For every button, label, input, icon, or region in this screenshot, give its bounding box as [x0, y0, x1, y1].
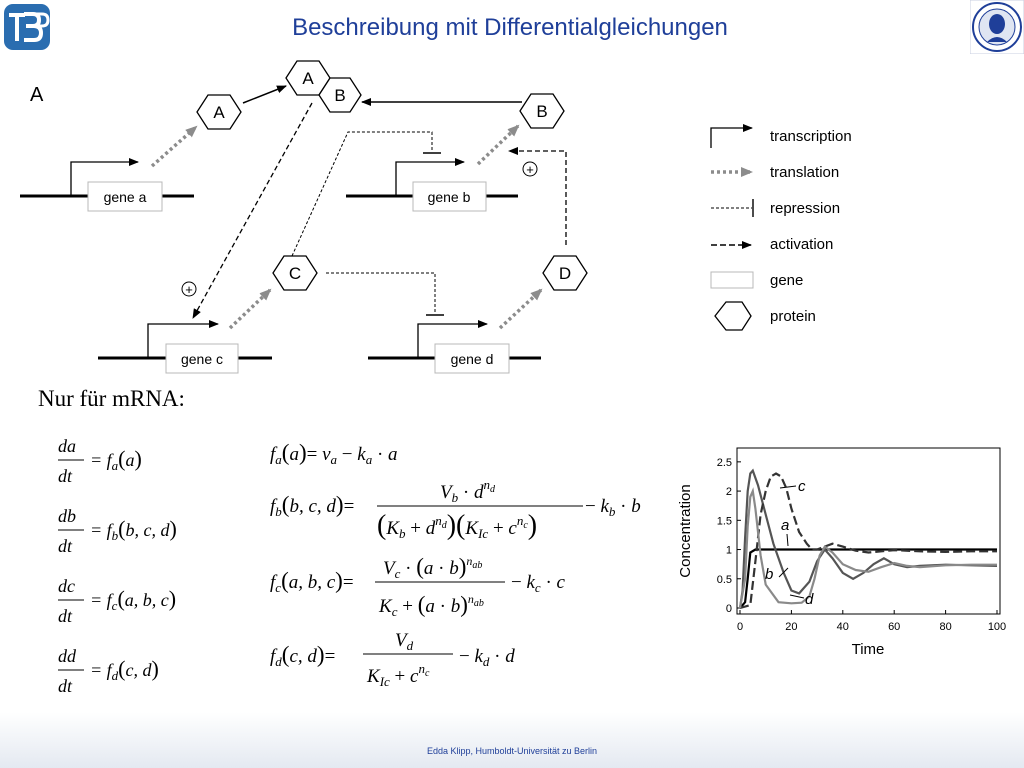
ode-a: [58, 436, 142, 486]
svg-text:− kc · c: − $k_c \cdot c$: [511, 572, 565, 595]
footer-credit: Edda Klipp, Humboldt-Universität zu Berlin: [426, 746, 598, 756]
gene-c-label: gene c: [180, 351, 224, 367]
x-tick-label: 60: [888, 621, 901, 633]
x-axis-label: Time: [851, 641, 885, 658]
gene-b-label: gene b: [427, 189, 471, 205]
svg-text:dt: dt: [58, 676, 73, 696]
legend-repression: repression: [770, 200, 841, 217]
y-tick-label: 0.5: [716, 573, 732, 586]
gene-b-group: [346, 162, 518, 211]
concentration-time-chart: [664, 440, 1024, 670]
gene-legend-icon: [711, 272, 753, 288]
ode-d: [58, 646, 159, 696]
y-tick-label: 2: [725, 486, 732, 499]
mrna-heading: Nur für mRNA:: [38, 386, 185, 411]
fb-equation: [270, 477, 641, 541]
svg-text:dd: dd: [58, 646, 76, 666]
gene-a-group: [20, 162, 194, 211]
panel-label: A: [30, 84, 44, 106]
svg-text:fc(a, b, c)=: $f_c(a$, b, c)=: [270, 568, 354, 595]
plus-sign-c: [182, 282, 196, 297]
repression-line-c-to-d: [326, 273, 435, 314]
svg-text:− kd · d: − $k_d \cdot d$: [459, 646, 515, 669]
y-tick-label: 1.5: [716, 515, 732, 528]
legend-activation: activation: [770, 236, 834, 253]
complex-formation-arrow-a: [243, 86, 286, 103]
y-tick-label: 0: [725, 603, 732, 615]
svg-text:dt: dt: [58, 606, 73, 626]
legend-transcription: transcription: [770, 128, 852, 145]
protein-d-hexagon: [543, 256, 587, 290]
svg-text:= fa(a): = $f_a(a)$: [90, 446, 142, 473]
gene-d-label: gene d: [450, 351, 494, 367]
legend-gene: gene: [770, 272, 804, 289]
svg-text:KIc + cnc: $K_{Ic} + c^nc$: [367, 661, 430, 689]
ode-c: [58, 576, 176, 626]
gene-c-group: [98, 324, 272, 373]
legend: [711, 128, 852, 330]
svg-text:C: C: [288, 264, 302, 283]
fa-equation: $f_a(a)= v_a - k_a \cdot a$: [270, 440, 398, 467]
legend-protein: protein: [770, 308, 816, 325]
series-label-c: c: [798, 478, 806, 495]
svg-text:− kb · b: − $k_b \cdot b$: [585, 496, 641, 519]
x-tick-label: 80: [939, 621, 952, 633]
svg-text:B: B: [334, 86, 346, 105]
y-axis-label: Concentration: [677, 484, 694, 578]
x-tick-label: 0: [736, 621, 744, 633]
svg-text:A: A: [213, 103, 225, 122]
repression-line-c-to-b: [292, 132, 432, 256]
translation-arrows: [152, 126, 541, 328]
y-tick-label: 2.5: [716, 456, 732, 469]
series-label-d: d: [805, 591, 814, 608]
series-label-a: a: [781, 517, 790, 534]
plus-sign-b: [523, 162, 537, 177]
x-tick-label: 20: [785, 621, 798, 633]
protein-b-hexagon: [520, 94, 564, 128]
svg-text:fb(b, c, d)=: $f_b(b$, c, d)=: [270, 492, 355, 519]
fd-equation: [270, 630, 515, 689]
protein-legend-icon: [715, 302, 751, 330]
y-tick-label: 1: [725, 544, 732, 557]
protein-c-hexagon: [273, 256, 317, 290]
rate-function-equations: [265, 432, 665, 712]
svg-text:Vb · dnd: $V_b \cdot d^nd$: [440, 477, 495, 505]
x-tick-label: 40: [836, 621, 849, 633]
activation-arrow-d-to-b: [509, 151, 566, 245]
svg-text:= fc(a, b, c): = $f_c(a$, b, c): [90, 586, 177, 613]
svg-text:Kc + (a · b)nab: $K_c + (a \cdot b)^nab$: [379, 592, 484, 619]
footer-band: [0, 712, 1024, 768]
transcription-legend-icon: [711, 128, 752, 148]
svg-text:dt: dt: [58, 536, 73, 556]
svg-text:= fb(b, c, d): = $f_b(b$, c, d): [90, 516, 177, 543]
gene-a-label: gene a: [103, 189, 147, 205]
svg-text:Vc · (a · b)nab: $V_c \cdot (a \cdot b)^nab$: [383, 554, 483, 581]
svg-text:fd(c, d)=: $f_d(c$, d)=: [270, 642, 336, 669]
gene-d-group: [368, 324, 541, 373]
x-tick-label: 100: [987, 621, 1007, 633]
ode-lhs-equations: [50, 420, 270, 720]
svg-text:D: D: [558, 264, 572, 283]
svg-text:+: +: [185, 282, 193, 297]
fc-equation: [270, 554, 566, 619]
series-label-b: b: [765, 566, 774, 583]
svg-text:+: +: [526, 162, 534, 177]
protein-a-hexagon: [197, 95, 241, 129]
svg-text:db: db: [58, 506, 76, 526]
legend-translation: translation: [770, 164, 840, 181]
svg-text:(Kb + dnd)(KIc + cnc): $(K_b + d^nd)(K_{Ic} + c^nc)$: [377, 510, 538, 541]
svg-text:Vd: $V_d$: [395, 630, 414, 653]
svg-text:dt: dt: [58, 466, 73, 486]
slide-title: Beschreibung mit Differentialgleichungen: [292, 14, 728, 41]
svg-text:B: B: [536, 102, 548, 121]
svg-text:= fd(c, d): = $f_d(c$, d): [90, 656, 159, 683]
svg-text:A: A: [302, 69, 314, 88]
ode-b: [58, 506, 177, 556]
svg-text:da: da: [58, 436, 76, 456]
svg-text:dc: dc: [58, 576, 75, 596]
